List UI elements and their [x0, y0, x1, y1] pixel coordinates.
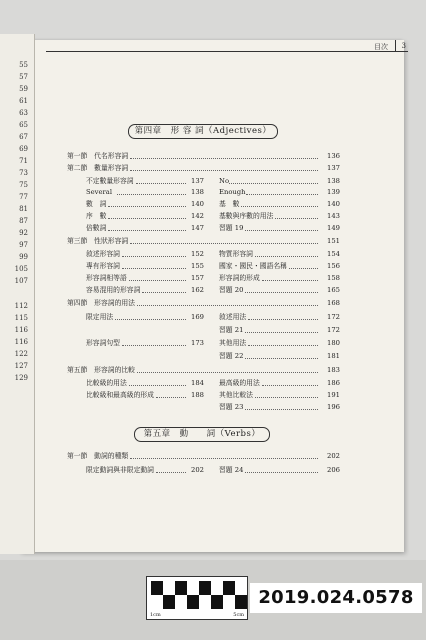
toc-leader: [108, 206, 186, 207]
toc-page-number: 172: [327, 313, 340, 321]
toc-entry: 比較級和最高級的形成: [86, 391, 154, 399]
toc-leader: [122, 345, 186, 346]
toc-leader: [245, 358, 318, 359]
header-page-number: 3: [401, 42, 406, 50]
toc-leader: [115, 319, 186, 320]
toc-entry: 第五節 形容詞的比較: [67, 366, 135, 374]
left-page-number: 73: [19, 169, 28, 177]
toc-page-number: 138: [327, 177, 340, 185]
toc-leader: [229, 183, 318, 184]
chapter-5-title: 第五章 動 詞（Verbs）: [134, 427, 270, 442]
left-page-number: 115: [14, 314, 28, 322]
toc-page-number: 152: [191, 250, 204, 258]
toc-entry: 敘述形容詞: [86, 250, 120, 258]
toc-entry: 第三節 性狀形容詞: [67, 237, 129, 245]
left-page-number: 69: [19, 145, 28, 153]
toc-entry: 序 數: [86, 212, 107, 220]
toc-page-number: 149: [327, 224, 340, 232]
toc-page-number: 183: [327, 366, 340, 374]
toc-leader: [241, 206, 318, 207]
toc-leader: [130, 158, 318, 159]
toc-leader: [245, 472, 318, 473]
left-page-number: 107: [14, 277, 28, 285]
toc-leader: [108, 218, 186, 219]
toc-leader: [122, 256, 186, 257]
left-page-number: 71: [19, 157, 28, 165]
toc-entry: 限定用法: [86, 313, 114, 321]
toc-entry: 國家・國民・國語名稱: [219, 262, 287, 270]
toc-page-number: 140: [191, 200, 204, 208]
toc-leader: [129, 280, 186, 281]
toc-entry: 習題 20: [219, 286, 244, 294]
toc-entry: 其他比較法: [219, 391, 253, 399]
toc-entry: 其他用法: [219, 339, 247, 347]
toc-page-number: 157: [191, 274, 204, 282]
page-header: [46, 42, 408, 52]
toc-leader: [130, 243, 318, 244]
left-page-number: 55: [19, 61, 28, 69]
toc-page-number: 136: [327, 152, 340, 160]
left-page-number: 127: [14, 362, 28, 370]
toc-leader: [156, 472, 186, 473]
toc-page-number: 156: [327, 262, 340, 270]
toc-entry: 第一節 動詞的種類: [67, 452, 129, 460]
header-rule: [46, 51, 408, 52]
toc-entry: 習題 22: [219, 352, 244, 360]
left-page-number: 92: [19, 229, 28, 237]
left-page-number: 116: [14, 326, 28, 334]
left-page-number: 105: [14, 265, 28, 273]
toc-leader: [255, 256, 318, 257]
left-page-number: 97: [19, 241, 28, 249]
toc-leader: [129, 385, 186, 386]
left-page-number: 129: [14, 374, 28, 382]
toc-page-number: 173: [191, 339, 204, 347]
toc-page-number: 138: [191, 188, 204, 196]
left-page-number: 87: [19, 217, 28, 225]
toc-leader: [275, 218, 318, 219]
left-page-number: 67: [19, 133, 28, 141]
toc-entry: 形容詞的形成: [219, 274, 260, 282]
scale-label-left: 1cm: [150, 612, 161, 618]
toc-entry: 敘述用法: [219, 313, 247, 321]
toc-entry: 比較級的用法: [86, 379, 127, 387]
color-scale-bar: [146, 576, 248, 620]
left-page-number: 65: [19, 121, 28, 129]
toc-entry: 第二節 數量形容詞: [67, 164, 129, 172]
toc-entry: 數 詞: [86, 200, 107, 208]
accession-number: 2019.024.0578: [250, 583, 422, 613]
toc-page-number: 140: [327, 200, 340, 208]
left-page-number: 57: [19, 73, 28, 81]
toc-page-number: 188: [191, 391, 204, 399]
toc-leader: [130, 458, 318, 459]
toc-page-number: 196: [327, 403, 340, 411]
left-page-number: 63: [19, 109, 28, 117]
toc-page-number: 158: [327, 274, 340, 282]
left-page-number: 77: [19, 193, 28, 201]
toc-leader: [142, 292, 186, 293]
toc-page-number: 154: [327, 250, 340, 258]
toc-leader: [130, 170, 318, 171]
toc-page-number: 184: [191, 379, 204, 387]
toc-entry: 倍數詞: [86, 224, 107, 232]
toc-page-number: 165: [327, 286, 340, 294]
toc-entry: 容易混用的形容詞: [86, 286, 141, 294]
toc-page-number: 206: [327, 466, 340, 474]
toc-entry: 基數與序數的用法: [219, 212, 274, 220]
scale-label-right: 5cm: [233, 612, 244, 618]
toc-entry: 形容詞句型: [86, 339, 120, 347]
toc-leader: [137, 372, 318, 373]
toc-leader: [246, 194, 318, 195]
toc-entry: Several: [86, 188, 113, 196]
toc-entry: No: [219, 177, 230, 185]
toc-entry: 習題 24: [219, 466, 244, 474]
toc-leader: [245, 332, 318, 333]
toc-entry: Enough: [219, 188, 246, 196]
toc-page-number: 142: [191, 212, 204, 220]
toc-leader: [156, 397, 186, 398]
toc-leader: [289, 268, 318, 269]
toc-leader: [262, 280, 318, 281]
left-page-number: 116: [14, 338, 28, 346]
toc-page-number: 180: [327, 339, 340, 347]
toc-page-number: 139: [327, 188, 340, 196]
toc-leader: [248, 345, 318, 346]
left-page-edge: [0, 34, 35, 554]
toc-entry: 物質形容詞: [219, 250, 253, 258]
toc-entry: 形容詞相等語: [86, 274, 127, 282]
toc-leader: [122, 268, 186, 269]
toc-page-number: 172: [327, 326, 340, 334]
toc-page-number: 186: [327, 379, 340, 387]
chapter-4-title: 第四章 形 容 詞（Adjectives）: [128, 124, 278, 139]
toc-leader: [255, 397, 318, 398]
toc-leader: [248, 319, 318, 320]
toc-entry: 專有形容詞: [86, 262, 120, 270]
toc-entry: 限定動詞與非限定動詞: [86, 466, 154, 474]
toc-page-number: 137: [191, 177, 204, 185]
toc-entry: 基 數: [219, 200, 240, 208]
toc-page-number: 202: [191, 466, 204, 474]
left-page-number: 75: [19, 181, 28, 189]
toc-entry: 第一節 代名形容詞: [67, 152, 129, 160]
toc-page-number: 155: [191, 262, 204, 270]
toc-entry: 習題 23: [219, 403, 244, 411]
left-page-number: 81: [19, 205, 28, 213]
toc-page-number: 143: [327, 212, 340, 220]
toc-leader: [262, 385, 318, 386]
header-title: 目次: [374, 43, 388, 51]
toc-entry: 最高級的用法: [219, 379, 260, 387]
toc-entry: 習題 19: [219, 224, 244, 232]
toc-entry: 第四節 形容詞的用法: [67, 299, 135, 307]
left-page-number: 112: [14, 302, 28, 310]
toc-entry: 不定數量形容詞: [86, 177, 134, 185]
toc-leader: [136, 183, 186, 184]
toc-page-number: 191: [327, 391, 340, 399]
toc-leader: [108, 230, 186, 231]
toc-page-number: 151: [327, 237, 340, 245]
book-page: [20, 40, 404, 552]
toc-page-number: 181: [327, 352, 340, 360]
toc-leader: [137, 305, 318, 306]
left-page-number: 59: [19, 85, 28, 93]
toc-leader: [245, 230, 318, 231]
toc-page-number: 137: [327, 164, 340, 172]
left-page-number: 99: [19, 253, 28, 261]
toc-page-number: 168: [327, 299, 340, 307]
toc-page-number: 147: [191, 224, 204, 232]
toc-leader: [245, 292, 318, 293]
toc-page-number: 202: [327, 452, 340, 460]
left-page-number: 122: [14, 350, 28, 358]
toc-leader: [245, 409, 318, 410]
toc-page-number: 162: [191, 286, 204, 294]
toc-leader: [117, 194, 186, 195]
toc-entry: 習題 21: [219, 326, 244, 334]
left-page-number: 61: [19, 97, 28, 105]
toc-page-number: 169: [191, 313, 204, 321]
